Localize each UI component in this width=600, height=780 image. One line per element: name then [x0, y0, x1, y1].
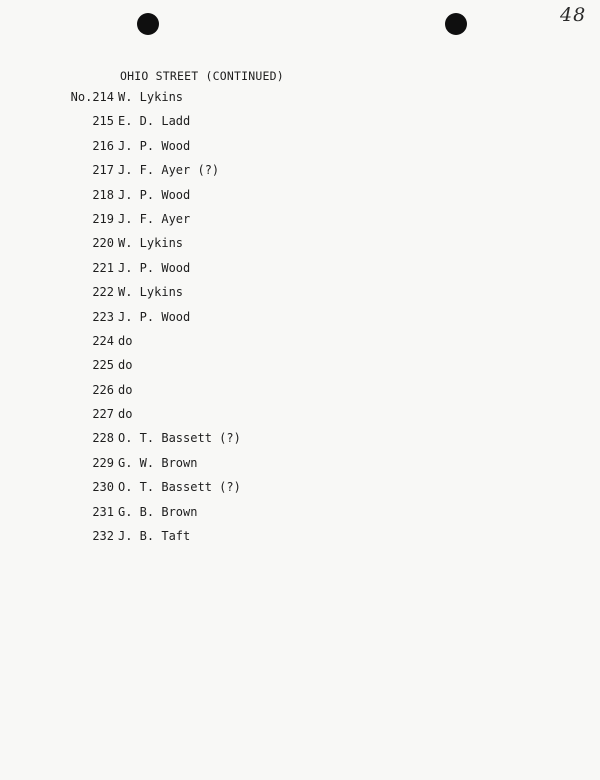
lot-number: 216 [92, 138, 114, 153]
list-item [0, 139, 600, 163]
lot-number: 223 [92, 309, 114, 324]
punch-hole [445, 13, 467, 35]
lot-number: 219 [92, 211, 114, 226]
owner-name: J. P. Wood [118, 187, 191, 202]
list-item [0, 431, 600, 455]
owner-name: do [118, 333, 133, 348]
lot-number: 224 [92, 333, 114, 348]
list-item [0, 285, 600, 309]
owner-name: G. W. Brown [118, 455, 198, 470]
list-item [0, 236, 600, 260]
lot-number: 226 [92, 382, 114, 397]
lot-number: 217 [92, 163, 114, 178]
owner-name: W. Lykins [118, 285, 184, 300]
owner-name: W. Lykins [118, 236, 184, 251]
page-heading: OHIO STREET (CONTINUED) [120, 69, 284, 83]
list-item [0, 383, 600, 407]
owner-name: J. P. Wood [118, 260, 191, 275]
list-item [0, 114, 600, 138]
lot-number: 230 [92, 480, 114, 495]
lot-number: 228 [92, 431, 114, 446]
lot-number: No.214 [70, 90, 114, 104]
list-item [0, 407, 600, 431]
punch-hole [137, 13, 159, 35]
list-item [0, 529, 600, 553]
owner-name: J. F. Ayer [118, 211, 191, 226]
lot-number: 215 [92, 114, 114, 129]
owner-name: W. Lykins [118, 90, 184, 104]
owner-name: J. P. Wood [118, 309, 191, 324]
lot-number: 225 [92, 358, 114, 373]
owner-name: J. B. Taft [118, 529, 191, 544]
lot-number: 229 [92, 455, 114, 470]
owner-name: J. F. Ayer (?) [118, 163, 220, 178]
list-item [0, 505, 600, 529]
list-item [0, 456, 600, 480]
owner-name: do [118, 382, 133, 397]
lot-number: 221 [92, 260, 114, 275]
owner-name: G. B. Brown [118, 504, 198, 519]
owner-name: do [118, 358, 133, 373]
list-item [0, 188, 600, 212]
lot-number: 227 [92, 407, 114, 422]
list-item [0, 334, 600, 358]
lot-number: 222 [92, 285, 114, 300]
lot-number: 218 [92, 187, 114, 202]
list-item [0, 310, 600, 334]
lot-number: 220 [92, 236, 114, 251]
lot-number: 232 [92, 529, 114, 544]
list-item [0, 163, 600, 187]
page-number: 48 [560, 4, 587, 26]
list-item [0, 261, 600, 285]
list-item [0, 480, 600, 504]
list-item [0, 358, 600, 382]
owner-name: E. D. Ladd [118, 114, 191, 129]
owner-name: J. P. Wood [118, 138, 191, 153]
owner-name: O. T. Bassett (?) [118, 480, 241, 495]
list-item [0, 90, 600, 114]
lot-number: 231 [92, 504, 114, 519]
entry-list [0, 90, 600, 553]
owner-name: do [118, 407, 133, 422]
owner-name: O. T. Bassett (?) [118, 431, 241, 446]
list-item [0, 212, 600, 236]
